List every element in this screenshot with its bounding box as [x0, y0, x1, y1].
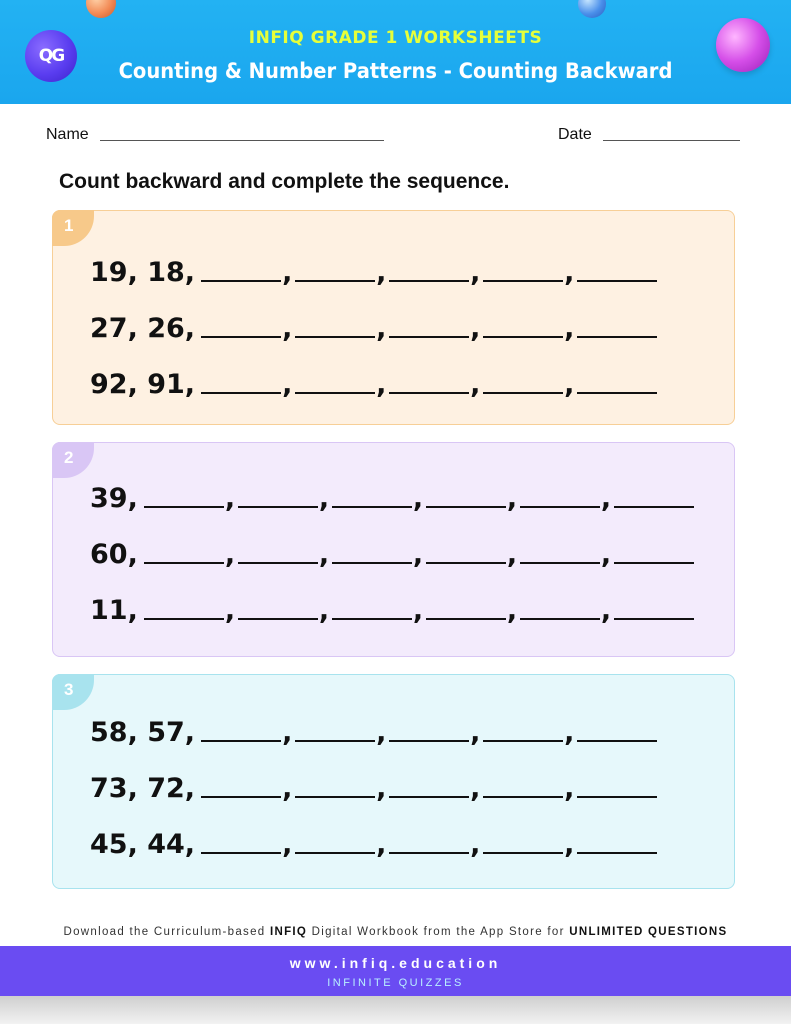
comma-separator: , [506, 595, 518, 626]
answer-blank[interactable] [295, 852, 375, 854]
answer-blank[interactable] [577, 740, 657, 742]
page-bottom-edge [0, 996, 791, 1024]
given-numbers: 58, 57, [90, 717, 196, 748]
answer-blank[interactable] [426, 506, 506, 508]
comma-separator: , [564, 717, 575, 748]
sequence-row [90, 826, 657, 860]
comma-separator: , [506, 483, 518, 514]
answer-blank[interactable] [295, 392, 375, 394]
comma-separator: , [470, 257, 481, 288]
comma-separator: , [600, 595, 612, 626]
sequence-row [90, 770, 657, 804]
comma-separator: , [470, 717, 481, 748]
comma-separator: , [470, 369, 481, 400]
promo-brand: INFIQ [269, 926, 308, 938]
answer-blank[interactable] [483, 740, 563, 742]
answer-blank[interactable] [483, 280, 563, 282]
comma-separator: , [564, 829, 575, 860]
answer-blank[interactable] [577, 392, 657, 394]
given-numbers: 60, [90, 539, 138, 570]
comma-separator: , [412, 595, 424, 626]
answer-blank[interactable] [238, 618, 318, 620]
name-label: Name [46, 126, 89, 143]
comma-separator: , [600, 539, 612, 570]
sequence-row [90, 592, 694, 626]
given-numbers: 45, 44, [90, 829, 196, 860]
comma-separator: , [224, 483, 236, 514]
comma-separator: , [376, 717, 387, 748]
given-numbers: 73, 72, [90, 773, 196, 804]
comma-separator: , [376, 313, 387, 344]
answer-blank[interactable] [332, 506, 412, 508]
promo-middle: Digital Workbook from the App Store for [307, 926, 570, 938]
app-store-promo [0, 926, 791, 938]
answer-blank[interactable] [520, 618, 600, 620]
comma-separator: , [282, 717, 293, 748]
answer-blank[interactable] [577, 796, 657, 798]
date-label: Date [558, 126, 592, 143]
worksheet-title: Counting & Number Patterns - Counting Backward [118, 59, 673, 83]
answer-blank[interactable] [201, 852, 281, 854]
answer-blank[interactable] [483, 852, 563, 854]
answer-blank[interactable] [577, 336, 657, 338]
footer-tagline: INFINITE QUIZZES [327, 977, 464, 989]
instructions: Count backward and complete the sequence. [59, 170, 510, 193]
name-field[interactable] [100, 140, 384, 141]
answer-blank[interactable] [614, 618, 694, 620]
answer-blank[interactable] [238, 506, 318, 508]
answer-blank[interactable] [483, 392, 563, 394]
comma-separator: , [224, 595, 236, 626]
answer-blank[interactable] [238, 562, 318, 564]
comma-separator: , [470, 773, 481, 804]
website-link[interactable]: www.infiq.education [289, 955, 502, 971]
answer-blank[interactable] [389, 280, 469, 282]
comma-separator: , [282, 257, 293, 288]
answer-blank[interactable] [577, 280, 657, 282]
comma-separator: , [318, 483, 330, 514]
sequence-row [90, 254, 657, 288]
worksheet-header [0, 0, 791, 104]
date-field[interactable] [603, 140, 740, 141]
answer-blank[interactable] [426, 618, 506, 620]
answer-blank[interactable] [332, 618, 412, 620]
comma-separator: , [564, 257, 575, 288]
comma-separator: , [282, 369, 293, 400]
answer-blank[interactable] [201, 796, 281, 798]
given-numbers: 27, 26, [90, 313, 196, 344]
given-numbers: 19, 18, [90, 257, 196, 288]
comma-separator: , [506, 539, 518, 570]
answer-blank[interactable] [483, 796, 563, 798]
comma-separator: , [412, 539, 424, 570]
comma-separator: , [564, 313, 575, 344]
comma-separator: , [564, 369, 575, 400]
answer-blank[interactable] [201, 392, 281, 394]
answer-blank[interactable] [426, 562, 506, 564]
comma-separator: , [376, 257, 387, 288]
answer-blank[interactable] [144, 618, 224, 620]
answer-blank[interactable] [389, 796, 469, 798]
section-number-badge: 3 [52, 674, 94, 710]
section-number-badge: 2 [52, 442, 94, 478]
given-numbers: 92, 91, [90, 369, 196, 400]
answer-blank[interactable] [295, 280, 375, 282]
sequence-row [90, 714, 657, 748]
sequence-row [90, 480, 694, 514]
promo-prefix: Download the Curriculum-based [63, 926, 270, 938]
comma-separator: , [318, 539, 330, 570]
blue-ball-decoration [578, 0, 606, 18]
promo-emphasis: UNLIMITED QUESTIONS [569, 926, 728, 938]
comma-separator: , [376, 773, 387, 804]
given-numbers: 11, [90, 595, 138, 626]
answer-blank[interactable] [201, 336, 281, 338]
answer-blank[interactable] [520, 562, 600, 564]
comma-separator: , [224, 539, 236, 570]
comma-separator: , [412, 483, 424, 514]
answer-blank[interactable] [483, 336, 563, 338]
answer-blank[interactable] [520, 506, 600, 508]
footer-bar [0, 946, 791, 996]
answer-blank[interactable] [295, 796, 375, 798]
answer-blank[interactable] [389, 740, 469, 742]
answer-blank[interactable] [614, 562, 694, 564]
answer-blank[interactable] [295, 740, 375, 742]
sequence-row [90, 366, 657, 400]
answer-blank[interactable] [144, 506, 224, 508]
section-number-badge: 1 [52, 210, 94, 246]
worksheet-series-title: INFIQ GRADE 1 WORKSHEETS [248, 28, 543, 48]
answer-blank[interactable] [614, 506, 694, 508]
comma-separator: , [600, 483, 612, 514]
answer-blank[interactable] [389, 852, 469, 854]
answer-blank[interactable] [389, 336, 469, 338]
comma-separator: , [470, 313, 481, 344]
infiq-logo: QG [25, 30, 77, 82]
sequence-row [90, 536, 694, 570]
answer-blank[interactable] [389, 392, 469, 394]
comma-separator: , [376, 829, 387, 860]
answer-blank[interactable] [144, 562, 224, 564]
comma-separator: , [564, 773, 575, 804]
answer-blank[interactable] [332, 562, 412, 564]
comma-separator: , [282, 773, 293, 804]
comma-separator: , [318, 595, 330, 626]
answer-blank[interactable] [201, 740, 281, 742]
given-numbers: 39, [90, 483, 138, 514]
comma-separator: , [282, 313, 293, 344]
orange-ball-decoration [86, 0, 116, 18]
comma-separator: , [282, 829, 293, 860]
answer-blank[interactable] [201, 280, 281, 282]
answer-blank[interactable] [577, 852, 657, 854]
answer-blank[interactable] [295, 336, 375, 338]
comma-separator: , [470, 829, 481, 860]
comma-separator: , [376, 369, 387, 400]
sequence-row [90, 310, 657, 344]
